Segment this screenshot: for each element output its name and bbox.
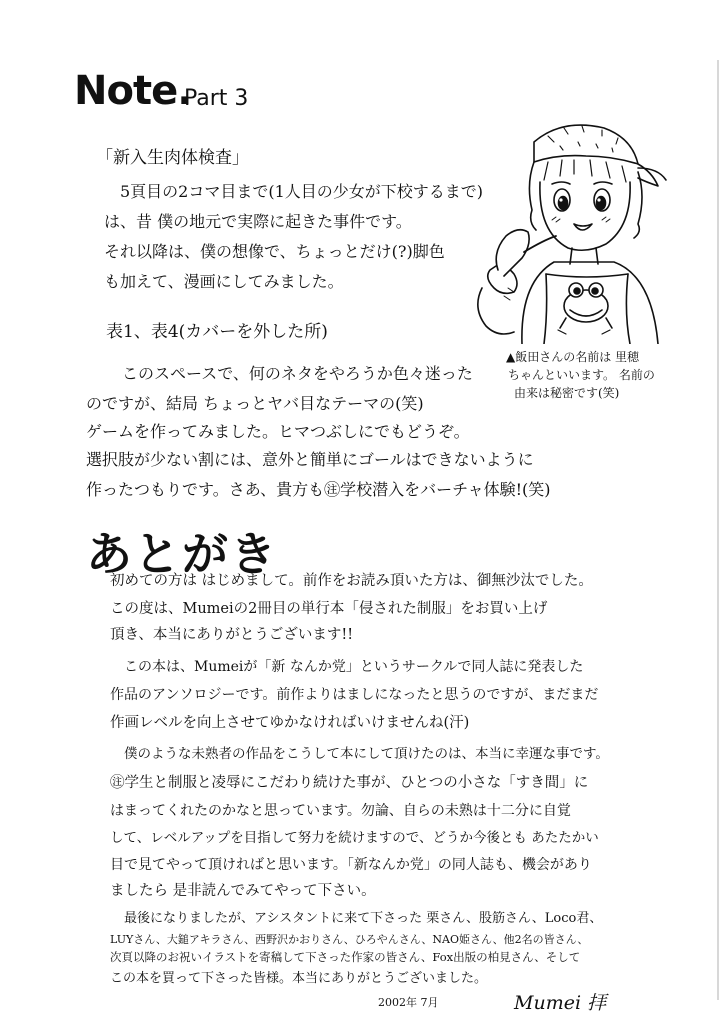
section1-line: も加えて、漫画にしてみました。: [104, 272, 344, 291]
afterword-date: 2002年 7月: [378, 996, 439, 1009]
section2-line: このスペースで、何のネタをやろうか色々迷った: [122, 364, 473, 383]
afterword-line: LUYさん、大鎚アキラさん、西野沢かおりさん、ひろやんさん、NAO姫さん、他2名の皆さん、: [110, 933, 589, 946]
illustration-caption-line: ▲飯田さんの名前は 里穂: [506, 350, 640, 364]
afterword-title: あとがき: [86, 527, 278, 581]
afterword-line: 作画レベルを向上させてゆかなければいけませんね(汗): [110, 715, 470, 731]
afterword-line: 頂き、本当にありがとうございます!!: [110, 627, 354, 643]
afterword-line: 次頁以降のお祝いイラストを寄稿して下さった作家の皆さん、Fox出版の柏見さん、そして: [110, 950, 581, 964]
section1-line: それ以降は、僕の想像で、ちょっとだけ(?)脚色: [104, 242, 445, 261]
illustration-caption-line: 由来は秘密です(笑): [514, 386, 620, 400]
section2-line: のですが、結局 ちょっとヤバ目なテーマの(笑): [86, 394, 424, 413]
girl-with-bandana-illustration: [462, 112, 670, 344]
afterword-line: この本を買って下さった皆様。本当にありがとうございました。: [110, 971, 488, 986]
section2-line: ゲームを作ってみました。ヒマつぶしにでもどうぞ。: [86, 422, 470, 441]
section2-line: 選択肢が少ない割には、意外と簡単にゴールはできないように: [86, 450, 534, 469]
afterword-line: 僕のような未熟者の作品をこうして本にして頂けたのは、本当に幸運な事です。: [124, 746, 609, 762]
section1-line: 5頁目の2コマ目まで(1人目の少女が下校するまで): [120, 182, 484, 201]
afterword-line: 最後になりましたが、アシスタントに来て下さった 栗さん、股筋さん、Loco君、: [124, 911, 603, 926]
afterword-line: 初めての方は はじめまして。前作をお読み頂いた方は、御無沙汰でした。: [110, 573, 593, 589]
section2-line: 作ったつもりです。さあ、貴方も㊟学校潜入をバーチャ体験!(笑): [86, 480, 551, 499]
afterword-line: この本は、Mumeiが「新 なんか党」というサークルで同人誌に発表した: [124, 659, 584, 675]
section2-heading: 表1、表4(カバーを外した所): [106, 322, 328, 342]
afterword-line: ましたら 是非読んでみてやって下さい。: [110, 883, 376, 899]
section1-heading: 「新入生肉体検査」: [96, 148, 249, 168]
afterword-line: して、レベルアップを目指して努力を続けますので、どうか今後とも あたたかい: [110, 830, 599, 846]
afterword-line: 作品のアンソロジーです。前作よりはましになったと思うのですが、まだまだ: [110, 687, 599, 703]
afterword-line: 目で見てやって頂ければと思います。「新なんか党」の同人誌も、機会があり: [110, 857, 592, 873]
note-subtitle: Part 3: [184, 86, 249, 111]
illustration-caption-line: ちゃんといいます。 名前の: [508, 368, 655, 382]
section1-line: は、昔 僕の地元で実際に起きた事件です。: [104, 212, 412, 231]
author-signature: Mumei 拝: [514, 992, 607, 1014]
afterword-line: この度は、Mumeiの2冊目の単行本「侵された制服」をお買い上げ: [110, 601, 548, 617]
afterword-line: ㊟学生と制服と凌辱にこだわり続けた事が、ひとつの小さな「すき間」に: [110, 775, 589, 791]
page-edge-line: [717, 60, 719, 1000]
note-title: Note.: [74, 68, 192, 114]
afterword-line: はまってくれたのかなと思っています。勿論、自らの未熟は十二分に自覚: [110, 803, 571, 819]
